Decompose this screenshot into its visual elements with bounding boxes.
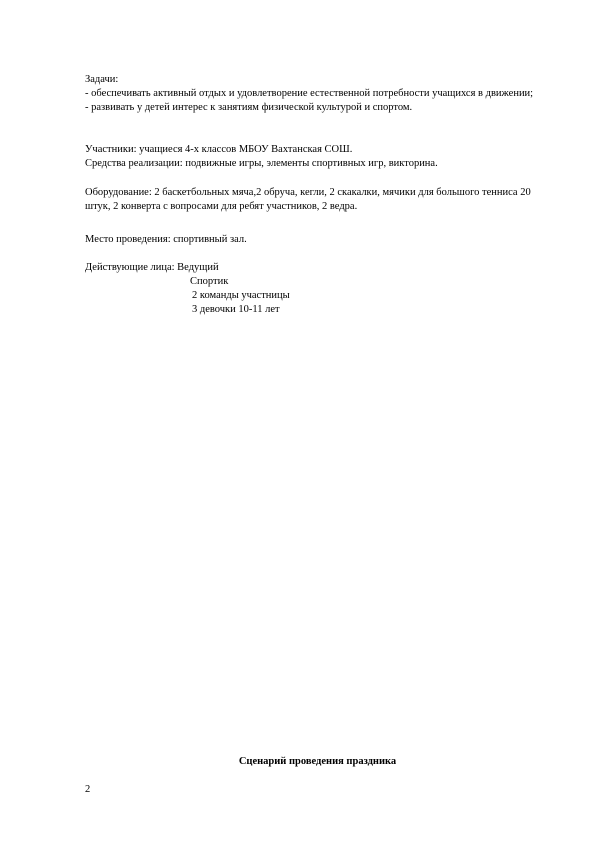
- tasks-section: [85, 73, 545, 115]
- equipment-section: [85, 186, 545, 214]
- task-item: - обеспечивать активный отдых и удовлетворение естественной потребности учащихся в движении;: [85, 88, 534, 99]
- scenario-title: Сценарий проведения праздника: [238, 756, 397, 767]
- venue-section: [85, 233, 545, 247]
- task-item: - развивать у детей интерес к занятиям физической культурой и спортом.: [85, 102, 413, 113]
- participants-line: Участники: учащиеся 4-х классов МБОУ Вахтанская СОШ.: [85, 144, 353, 155]
- page-number: 2: [85, 784, 91, 795]
- cast-section: [85, 261, 545, 317]
- cast-item: 2 команды участницы: [192, 290, 290, 301]
- venue-text: Место проведения: спортивный зал.: [85, 234, 247, 245]
- cast-item: Спортик: [190, 276, 229, 287]
- participants-section: [85, 143, 545, 171]
- tasks-heading: Задачи:: [85, 74, 119, 85]
- equipment-text: Оборудование: 2 баскетбольных мяча,2 обруча, кегли, 2 скакалки, мячики для большого тенниса 20 штук, 2 конверта с вопросами для ребят участников, 2 ведра.: [85, 187, 531, 212]
- cast-heading: Действующие лица: Ведущий: [85, 262, 219, 273]
- cast-item: 3 девочки 10-11 лет: [192, 304, 280, 315]
- means-line: Средства реализации: подвижные игры, элементы спортивных игр, викторина.: [85, 158, 438, 169]
